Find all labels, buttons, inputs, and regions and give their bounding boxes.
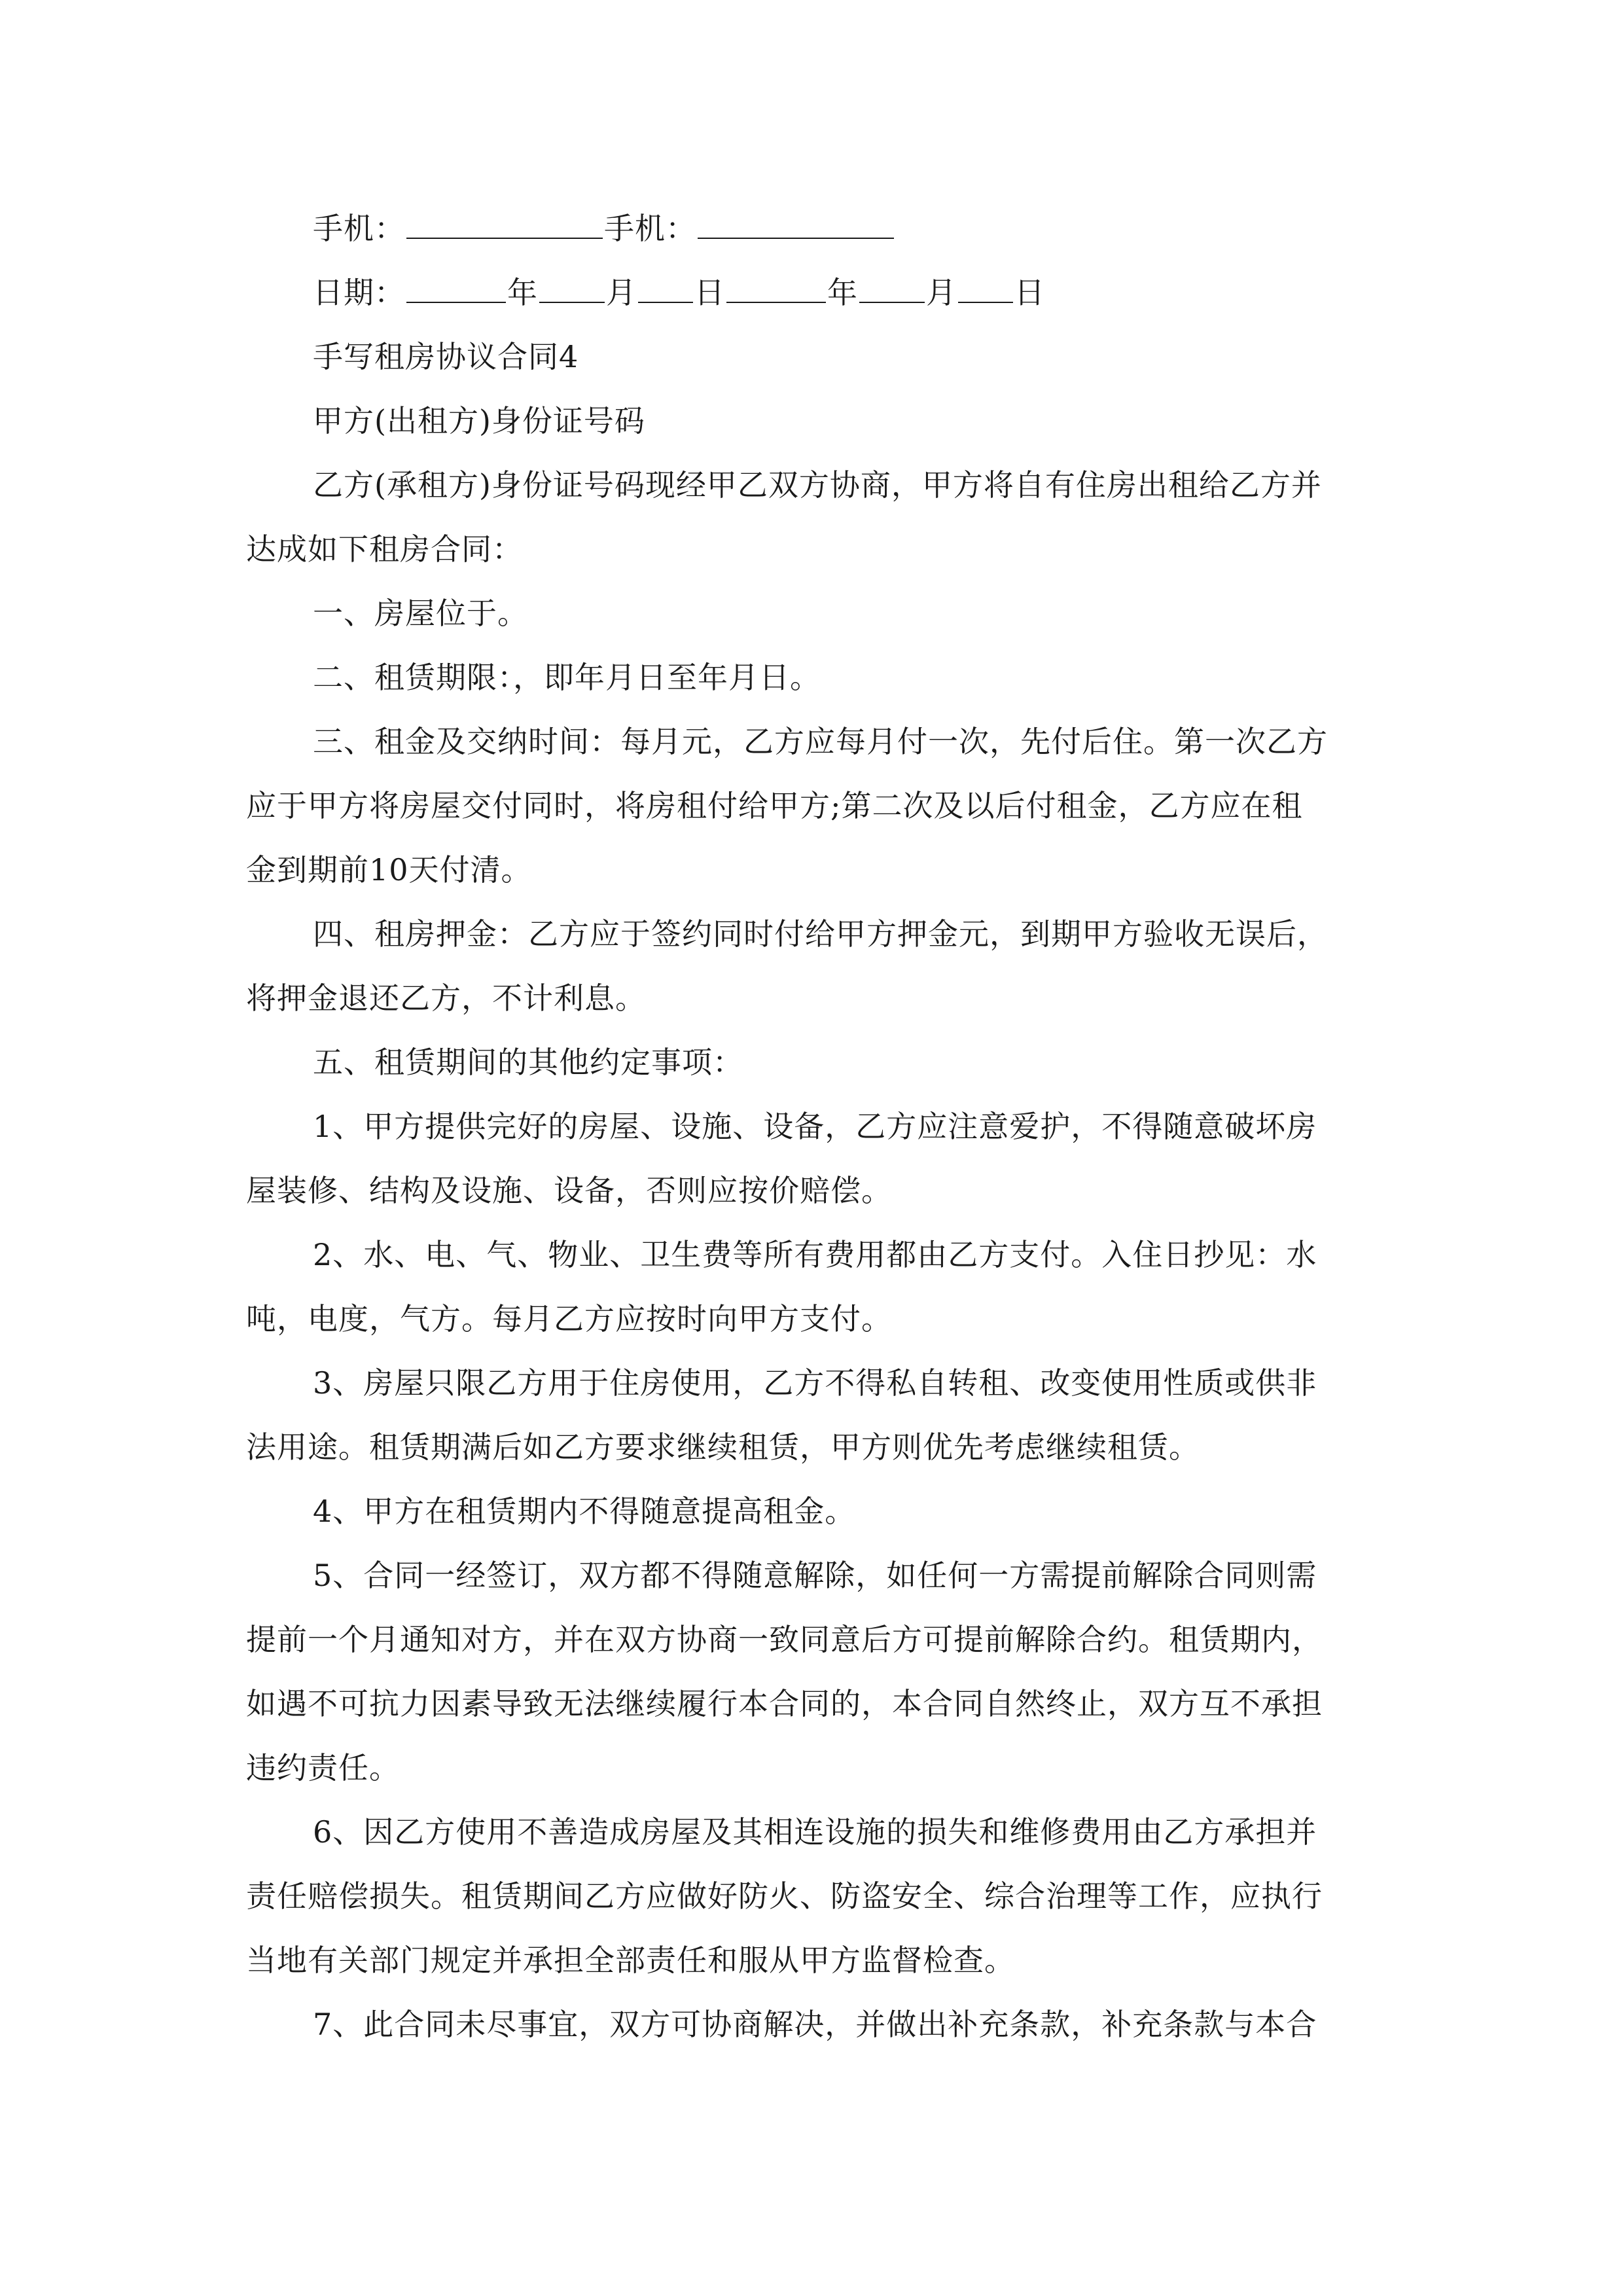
- party-b-line-cont: 达成如下租房合同：: [246, 531, 523, 567]
- item-4-line-1: 4、甲方在租赁期内不得随意提高租金。: [313, 1494, 856, 1529]
- month-blank-1: [539, 276, 605, 303]
- clause-4-line-1: 四、租房押金：乙方应于签约同时付给甲方押金元，到期甲方验收无误后，: [313, 916, 1328, 952]
- year-blank-2: [726, 276, 826, 303]
- day-blank-1: [638, 276, 693, 303]
- item-1-line-1: 1、甲方提供完好的房屋、设施、设备，乙方应注意爱护，不得随意破坏房: [313, 1109, 1317, 1144]
- day-char-2: 日: [1014, 275, 1045, 310]
- phone-row: [246, 196, 1380, 260]
- item-6-line-3: 当地有关部门规定并承担全部责任和服从甲方监督检查。: [246, 1943, 1015, 1978]
- item-1-line-2: 屋装修、结构及设施、设备，否则应按价赔偿。: [246, 1173, 892, 1208]
- month-char-2: 月: [926, 275, 957, 310]
- item-3-line-2: 法用途。租赁期满后如乙方要求继续租赁，甲方则优先考虑继续租赁。: [246, 1429, 1200, 1465]
- phone-label-1: 手机：: [313, 211, 405, 246]
- party-b-line: 乙方(承租方)身份证号码现经甲乙双方协商，甲方将自有住房出租给乙方并: [313, 467, 1322, 503]
- item-2-line-1: 2、水、电、气、物业、卫生费等所有费用都由乙方支付。入住日抄见：水: [313, 1237, 1317, 1272]
- item-6-line-2: 责任赔偿损失。租赁期间乙方应做好防火、防盗安全、综合治理等工作，应执行: [246, 1878, 1323, 1914]
- date-row: [246, 260, 1380, 325]
- day-char-1: 日: [694, 275, 725, 310]
- item-2-line-2: 吨，电度，气方。每月乙方应按时向甲方支付。: [246, 1301, 892, 1336]
- item-7-line-1: 7、此合同未尽事宜，双方可协商解决，并做出补充条款，补充条款与本合: [313, 2007, 1317, 2042]
- item-5-line-4: 违约责任。: [246, 1750, 400, 1785]
- contract-title: 手写租房协议合同4: [313, 339, 579, 374]
- date-label: 日期：: [313, 275, 405, 310]
- phone-label-2: 手机：: [604, 211, 696, 246]
- clause-3-line-3: 金到期前10天付清。: [246, 852, 532, 888]
- party-a-line: 甲方(出租方)身份证号码: [313, 403, 645, 439]
- year-char-1: 年: [507, 275, 538, 310]
- item-5-line-1: 5、合同一经签订，双方都不得随意解除，如任何一方需提前解除合同则需: [313, 1558, 1317, 1593]
- item-6-line-1: 6、因乙方使用不善造成房屋及其相连设施的损失和维修费用由乙方承担并: [313, 1814, 1317, 1850]
- year-char-2: 年: [827, 275, 858, 310]
- clause-1: 一、房屋位于。: [313, 596, 528, 631]
- clause-5-heading: 五、租赁期间的其他约定事项：: [313, 1045, 743, 1080]
- month-blank-2: [859, 276, 925, 303]
- clause-3-line-1: 三、租金及交纳时间：每月元，乙方应每月付一次，先付后住。第一次乙方: [313, 724, 1328, 759]
- month-char-1: 月: [606, 275, 637, 310]
- phone-blank-2: [698, 211, 894, 239]
- day-blank-2: [958, 276, 1013, 303]
- clause-2: 二、租赁期限：，即年月日至年月日。: [313, 660, 821, 695]
- clause-4-line-2: 将押金退还乙方，不计利息。: [246, 980, 646, 1016]
- year-blank-1: [406, 276, 506, 303]
- item-5-line-2: 提前一个月通知对方，并在双方协商一致同意后方可提前解除合约。租赁期内，: [246, 1622, 1323, 1657]
- phone-blank-1: [406, 211, 603, 239]
- clause-3-line-2: 应于甲方将房屋交付同时，将房租付给甲方;第二次及以后付租金，乙方应在租: [246, 788, 1303, 823]
- document-body: [246, 196, 1380, 2056]
- item-3-line-1: 3、房屋只限乙方用于住房使用，乙方不得私自转租、改变使用性质或供非: [313, 1365, 1317, 1401]
- item-5-line-3: 如遇不可抗力因素导致无法继续履行本合同的，本合同自然终止，双方互不承担: [246, 1686, 1323, 1721]
